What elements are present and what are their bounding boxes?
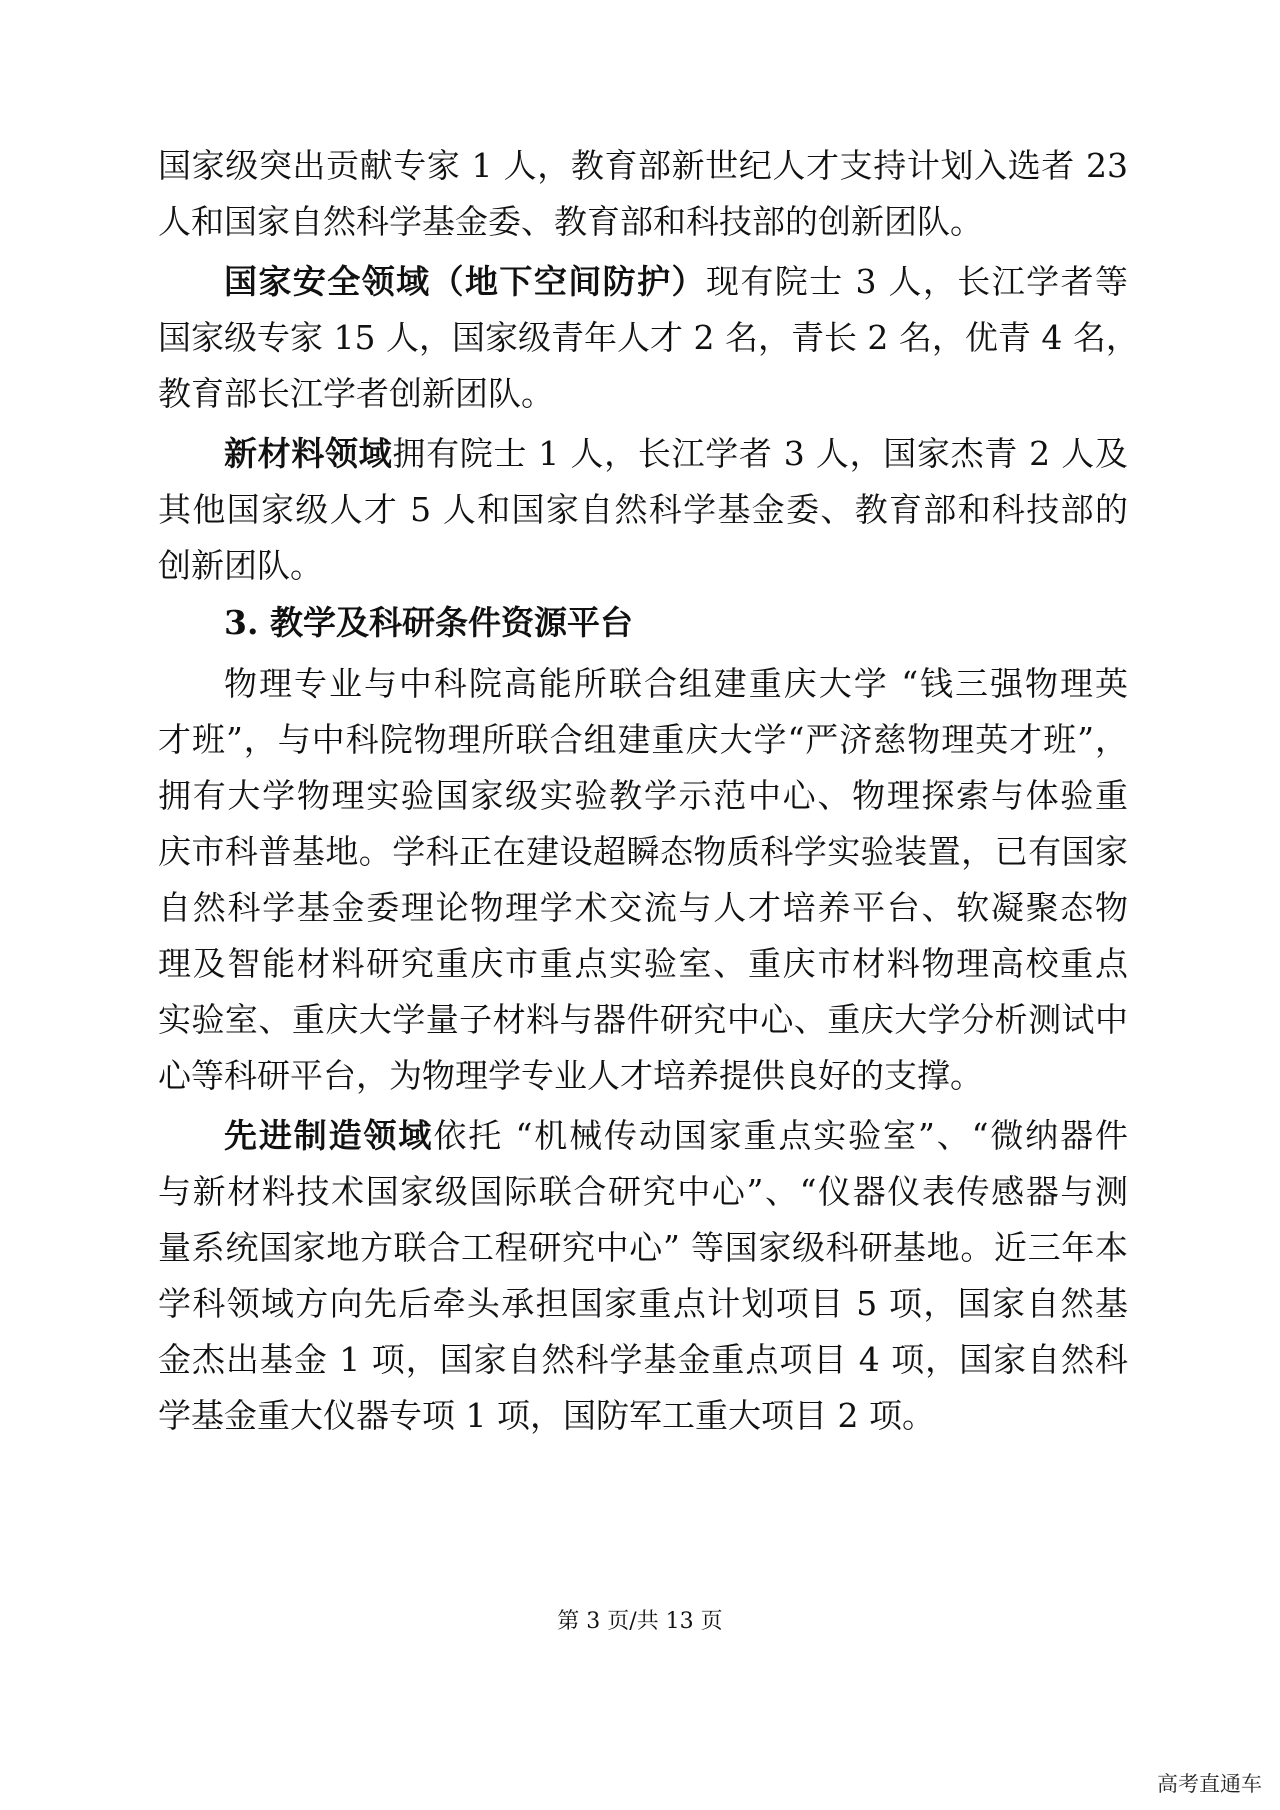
paragraph-line: 拥有大学物理实验国家级实验教学示范中心、物理探索与体验重 <box>158 776 1128 815</box>
paragraph-line <box>224 434 1128 474</box>
paragraph-line: 学基金重大仪器专项 1 项，国防军工重大项目 2 项。 <box>158 1396 935 1435</box>
section-lead-national-security: 国家安全领域（地下空间防护） <box>224 262 706 301</box>
paragraph-line: 才班”，与中科院物理所联合组建重庆大学“严济慈物理英才班”， <box>158 720 1128 759</box>
paragraph-line: 创新团队。 <box>158 546 323 585</box>
paragraph-line <box>224 1116 1128 1156</box>
paragraph-line: 庆市科普基地。学科正在建设超瞬态物质科学实验装置，已有国家 <box>158 832 1128 871</box>
paragraph-line: 理及智能材料研究重庆市重点实验室、重庆市材料物理高校重点 <box>158 944 1128 983</box>
paragraph-text: 拥有院士 1 人，长江学者 3 人，国家杰青 2 人及 <box>392 434 1128 473</box>
section-lead-new-materials: 新材料领域 <box>224 434 393 473</box>
paragraph-line: 教育部长江学者创新团队。 <box>158 374 554 413</box>
section-heading: 3. 教学及科研条件资源平台 <box>224 603 633 642</box>
paragraph-line: 国家级专家 15 人，国家级青年人才 2 名，青长 2 名，优青 4 名， <box>158 318 1139 357</box>
section-lead-advanced-manufacturing: 先进制造领域 <box>224 1116 434 1155</box>
paragraph-text: 依托 “机械传动国家重点实验室”、“微纳器件 <box>433 1116 1128 1155</box>
watermark-text: 高考直通车 <box>1157 1772 1262 1796</box>
page-number: 第 3 页/共 13 页 <box>557 1609 723 1634</box>
paragraph-line: 人和国家自然科学基金委、教育部和科技部的创新团队。 <box>158 202 983 241</box>
paragraph-line: 自然科学基金委理论物理学术交流与人才培养平台、软凝聚态物 <box>158 888 1128 927</box>
paragraph-line: 金杰出基金 1 项，国家自然科学基金重点项目 4 项，国家自然科 <box>158 1340 1128 1379</box>
paragraph-line: 其他国家级人才 5 人和国家自然科学基金委、教育部和科技部的 <box>158 490 1128 529</box>
paragraph-line: 实验室、重庆大学量子材料与器件研究中心、重庆大学分析测试中 <box>158 1000 1128 1039</box>
paragraph-line <box>224 262 1128 302</box>
paragraph-line: 物理专业与中科院高能所联合组建重庆大学 “钱三强物理英 <box>224 664 1128 703</box>
paragraph-line: 国家级突出贡献专家 1 人，教育部新世纪人才支持计划入选者 23 <box>158 146 1128 185</box>
paragraph-line: 量系统国家地方联合工程研究中心” 等国家级科研基地。近三年本 <box>158 1228 1128 1267</box>
paragraph-text: 现有院士 3 人，长江学者等 <box>705 262 1128 301</box>
paragraph-line: 学科领域方向先后牵头承担国家重点计划项目 5 项，国家自然基 <box>158 1284 1128 1323</box>
paragraph-line: 心等科研平台，为物理学专业人才培养提供良好的支撑。 <box>158 1056 983 1095</box>
paragraph-line: 与新材料技术国家级国际联合研究中心”、“仪器仪表传感器与测 <box>158 1172 1128 1211</box>
